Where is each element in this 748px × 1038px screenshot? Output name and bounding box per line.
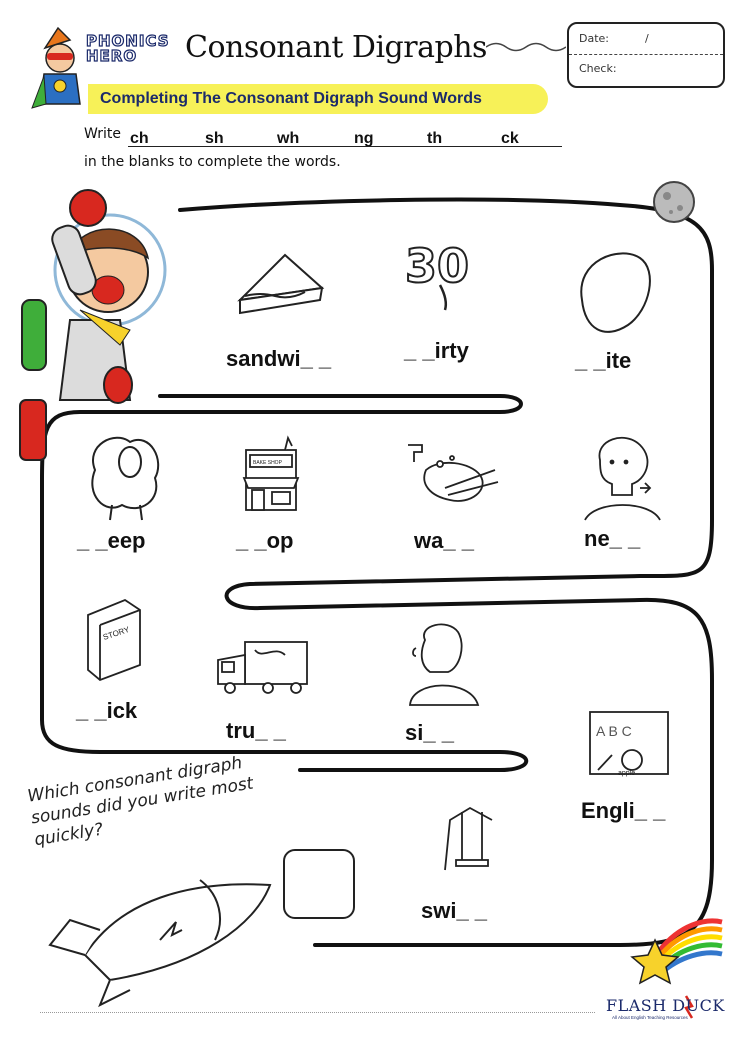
washing-hands-icon (408, 445, 498, 501)
digraph-ch: ch (130, 130, 149, 147)
check-label: Check: (579, 62, 617, 75)
sandwich-icon (240, 255, 322, 313)
astronaut-hero-icon (20, 190, 165, 460)
instruction-line2: in the blanks to complete the words. (84, 154, 341, 170)
word-thick[interactable]: _ _ick (76, 698, 138, 723)
phonics-hero-brand: PHONICS HERO (86, 32, 170, 65)
hero-logo-icon (32, 28, 80, 108)
word-truck[interactable]: tru_ _ (226, 718, 286, 743)
shop-icon (244, 438, 298, 510)
word-wash[interactable]: wa_ _ (414, 528, 474, 553)
word-shop[interactable]: _ _op (236, 528, 294, 553)
neck-person-icon (585, 438, 660, 520)
potato-icon (581, 253, 650, 331)
word-neck[interactable]: ne_ _ (584, 526, 641, 551)
english-abc-icon (590, 712, 668, 777)
rocket-icon (50, 880, 270, 1005)
word-thirty[interactable]: _ _irty (404, 338, 469, 363)
digraph-ck: ck (501, 130, 519, 147)
svg-text:A B C: A B C (596, 723, 632, 739)
swing-icon (445, 808, 492, 870)
reflection-question: Which consonant digraph sounds did you write most quickly? (26, 753, 255, 851)
digraph-sh: sh (205, 130, 224, 147)
svg-text:STORY: STORY (101, 624, 131, 642)
squiggle-decoration (486, 40, 566, 54)
digraph-th: th (427, 130, 443, 147)
svg-text:BAKE SHOP: BAKE SHOP (253, 460, 282, 466)
sheep-icon (92, 438, 158, 520)
moon-icon (654, 182, 694, 222)
rainbow-star-icon (632, 921, 722, 983)
word-english[interactable]: Engli_ _ (581, 798, 666, 823)
footer-tagline: All About English Teaching Resources (612, 1015, 688, 1020)
date-separator: / (645, 32, 649, 45)
date-check-box[interactable] (567, 22, 725, 88)
page-title: Consonant Digraphs (185, 30, 487, 65)
banner-text: Completing The Consonant Digraph Sound Words (100, 90, 482, 107)
book-icon (88, 600, 140, 680)
subtitle-banner (88, 84, 548, 114)
svg-text:30: 30 (405, 239, 470, 293)
word-sandwich[interactable]: sandwi_ _ (226, 346, 332, 371)
date-label: Date: (579, 32, 609, 45)
word-sheep[interactable]: _ _eep (77, 528, 146, 553)
svg-text:apple: apple (618, 770, 636, 777)
truck-icon (218, 642, 307, 693)
digraph-ng: ng (354, 130, 374, 147)
thirty-balloon-icon (405, 239, 469, 310)
word-sigh[interactable]: si_ _ (405, 720, 454, 745)
digraph-wh: wh (277, 130, 300, 147)
digraph-underline (128, 146, 562, 147)
footer-brand: FLASH DUCK (606, 996, 725, 1015)
date-divider (569, 54, 723, 55)
instruction-write: Write (84, 126, 121, 142)
footer-divider (40, 1012, 595, 1013)
sighing-person-icon (410, 624, 478, 705)
answer-box[interactable] (283, 849, 355, 919)
word-swing[interactable]: swi_ _ (421, 898, 488, 923)
word-white[interactable]: _ _ite (575, 348, 632, 373)
